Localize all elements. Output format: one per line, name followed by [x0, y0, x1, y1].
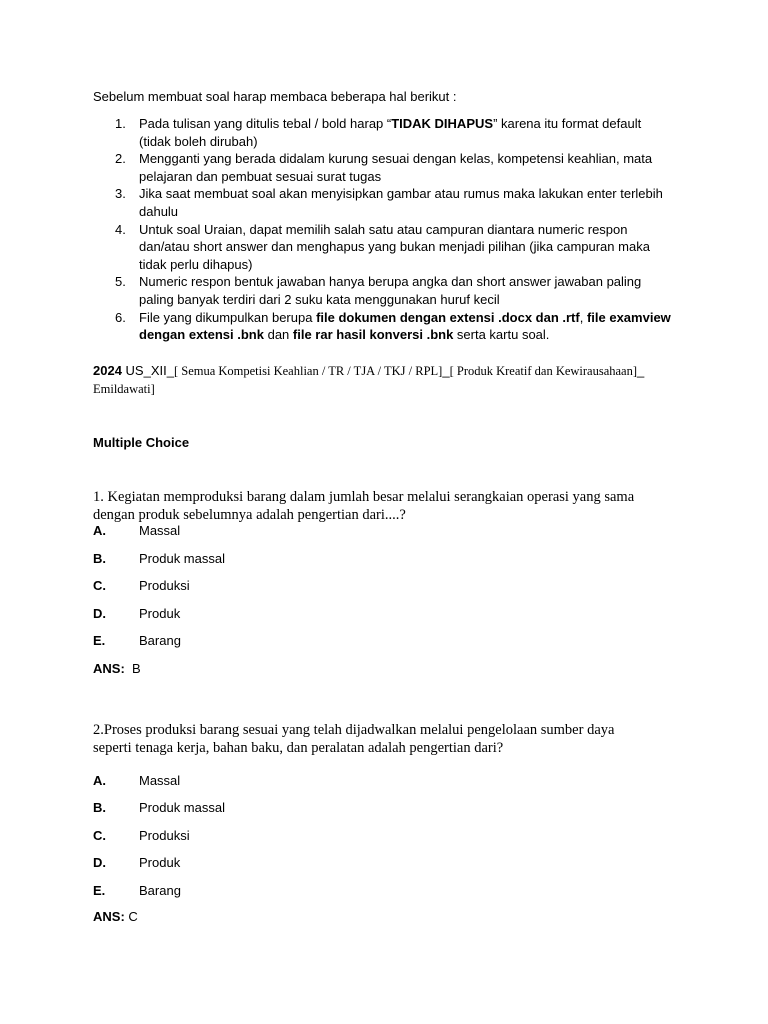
option-letter: C. — [93, 828, 106, 843]
rule-number: 6. — [115, 309, 126, 325]
exam-separator: _ — [637, 363, 645, 378]
option-letter: E. — [93, 633, 106, 648]
rule-line: Mengganti yang berada didalam kurung sesuai dengan kelas, kompetensi keahlian, mata — [139, 151, 653, 167]
option-text: Massal — [139, 523, 181, 538]
rule-number: 5. — [115, 274, 126, 290]
answer-label: ANS: — [93, 661, 125, 676]
option-text: Produk — [139, 606, 181, 621]
option-letter: C. — [93, 578, 106, 593]
exam-author: Emildawati] — [93, 382, 155, 396]
exam-year: 2024 — [93, 363, 122, 378]
exam-prefix: US_XII_ — [121, 363, 174, 378]
rule-line — [139, 309, 673, 327]
answer-value: C — [124, 909, 138, 924]
rule-line: dan/atau short answer dan menghapus yang bukan menjadi pilihan (jika campuran maka — [139, 239, 650, 255]
rules-list — [93, 115, 673, 344]
exam-code-line — [93, 362, 693, 380]
rule-line — [139, 326, 673, 344]
option-letter: E. — [93, 883, 106, 898]
rule-number: 4. — [115, 221, 126, 237]
option-letter: A. — [93, 523, 106, 538]
question-line: 1. Kegiatan memproduksi barang dalam jumlah besar melalui serangkaian operasi yang sama — [93, 489, 635, 505]
option-text: Barang — [139, 883, 181, 898]
question-line: seperti tenaga kerja, bahan baku, dan peralatan adalah pengertian dari? — [93, 740, 504, 756]
rule-item — [93, 221, 673, 274]
option-letter: D. — [93, 606, 106, 621]
option-text: Produk massal — [139, 551, 225, 566]
rule-item — [93, 309, 673, 344]
option-text: Produksi — [139, 578, 190, 593]
rule-text: dan — [263, 327, 293, 343]
rule-bold-text: dengan extensi .bnk — [139, 327, 264, 343]
option-text: Produk — [139, 855, 181, 870]
option-text: Produksi — [139, 828, 190, 843]
question-text — [93, 721, 683, 757]
rule-line: tidak perlu dihapus) — [139, 256, 253, 272]
question-text — [93, 488, 683, 524]
rule-line: Numeric respon bentuk jawaban hanya berupa angka dan short answer jawaban paling — [139, 274, 642, 290]
rule-number: 2. — [115, 151, 126, 167]
rule-line — [139, 115, 673, 133]
rule-line: pelajaran dan pembuat sesuai surat tugas — [139, 168, 382, 184]
answer-label: ANS: — [93, 909, 125, 924]
rule-line: paling banyak terdiri dari 2 suku kata menggunakan huruf kecil — [139, 291, 500, 307]
rule-text: Pada tulisan yang ditulis tebal / bold harap “ — [139, 116, 392, 131]
rule-text: ” karena itu format default — [493, 116, 642, 131]
rule-item — [93, 115, 673, 150]
option-letter: B. — [93, 551, 106, 566]
rule-line: (tidak boleh dirubah) — [139, 133, 258, 149]
question-line: 2.Proses produksi barang sesuai yang telah dijadwalkan melalui pengelolaan sumber daya — [93, 722, 615, 738]
rule-number: 1. — [115, 116, 126, 131]
option-letter: D. — [93, 855, 106, 870]
rule-text: File yang dikumpulkan berupa — [139, 309, 317, 325]
exam-subject: [ Produk Kreatif dan Kewirausahaan] — [449, 364, 638, 378]
rule-line: Untuk soal Uraian, dapat memilih salah satu atau campuran diantara numeric respon — [139, 221, 628, 237]
option-text: Massal — [139, 773, 181, 788]
option-letter: B. — [93, 800, 106, 815]
rule-bold-text: TIDAK DIHAPUS — [391, 116, 494, 131]
rule-number: 3. — [115, 186, 126, 202]
question-line: dengan produk sebelumnya adalah pengertian dari....? — [93, 507, 406, 523]
rule-line: Jika saat membuat soal akan menyisipkan gambar atau rumus maka lakukan enter terlebih — [139, 186, 663, 202]
rule-item — [93, 185, 673, 220]
rule-text: serta kartu soal. — [453, 327, 550, 343]
rule-bold-text: file rar hasil konversi .bnk — [292, 327, 454, 343]
answer-key — [93, 908, 138, 926]
option-letter: A. — [93, 773, 106, 788]
rule-line: dahulu — [139, 203, 179, 219]
intro-text: Sebelum membuat soal harap membaca beberapa hal berikut : — [93, 89, 457, 104]
exam-separator: _ — [442, 363, 450, 378]
rule-bold-text: file examview — [586, 309, 671, 325]
rule-item — [93, 273, 673, 308]
answer-value: B — [124, 661, 141, 676]
rule-item — [93, 150, 673, 185]
rule-bold-text: file dokumen dengan extensi .docx dan .rtf — [316, 309, 580, 325]
section-title: Multiple Choice — [93, 435, 190, 450]
option-text: Produk massal — [139, 800, 225, 815]
exam-code-heading — [93, 362, 693, 398]
rule-text: , — [579, 309, 587, 325]
exam-competency: [ Semua Kompetisi Keahlian / TR / TJA / TKJ / RPL] — [173, 364, 443, 378]
answer-key — [93, 660, 141, 678]
option-text: Barang — [139, 633, 181, 648]
